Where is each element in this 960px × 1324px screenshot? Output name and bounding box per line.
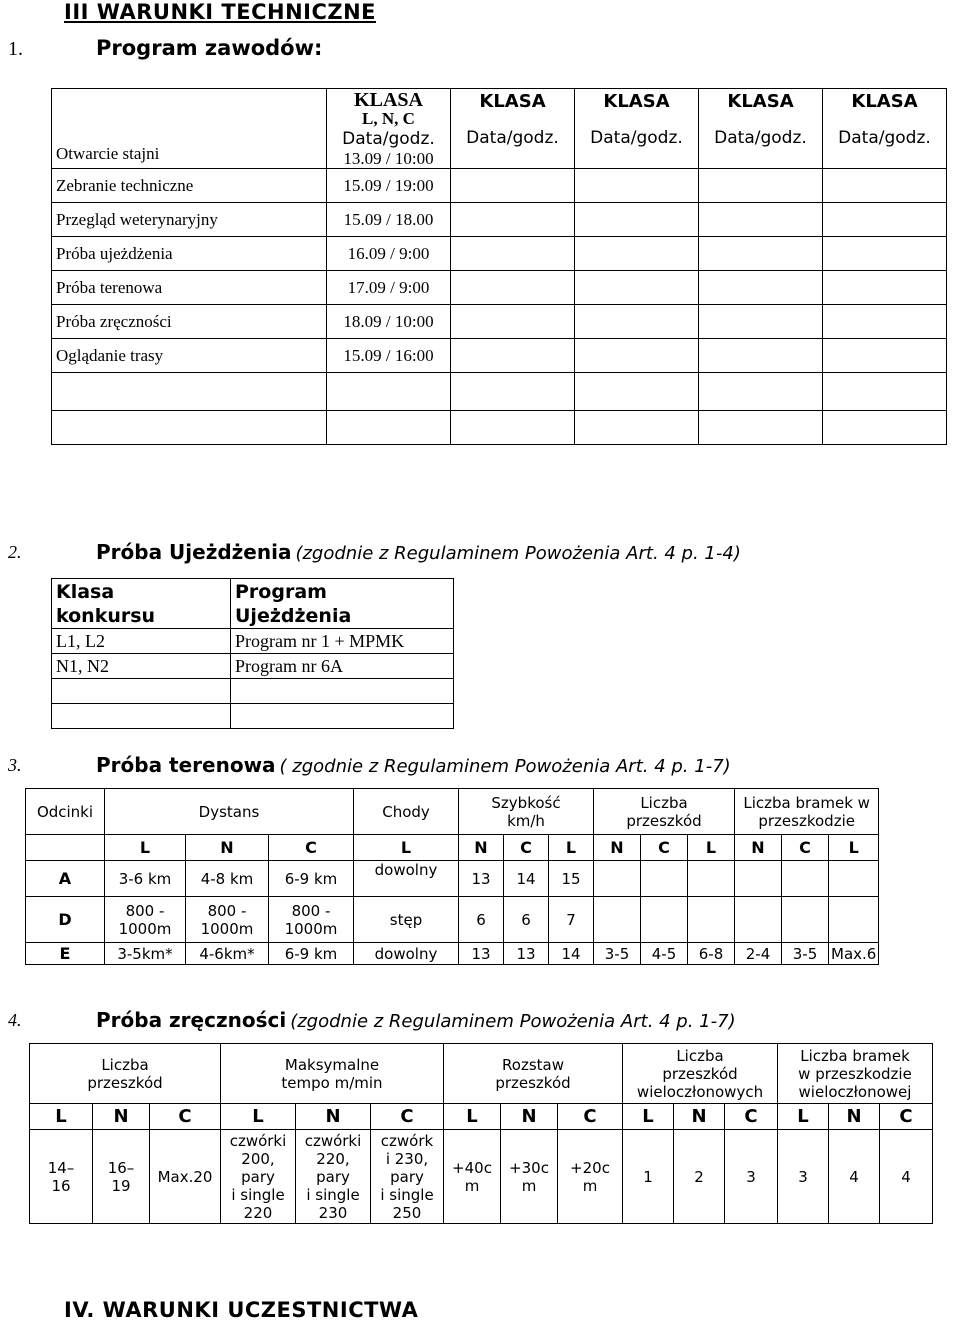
cell-text-line: 1000m bbox=[200, 919, 254, 938]
section2-number: 2. bbox=[8, 542, 22, 562]
table-cell: L bbox=[354, 835, 459, 861]
table-cell: 3-5 bbox=[782, 943, 829, 965]
table-cell: N bbox=[93, 1104, 150, 1130]
table-cell bbox=[296, 1130, 371, 1224]
table-cell: N bbox=[674, 1104, 725, 1130]
table-cell: 3-5 bbox=[594, 943, 641, 965]
table-cell bbox=[575, 373, 699, 411]
table-cell: C bbox=[371, 1104, 444, 1130]
table-cell bbox=[186, 897, 269, 943]
cell-text-line: 230 bbox=[318, 1203, 348, 1222]
table-cell: L bbox=[778, 1104, 829, 1130]
table-cell bbox=[269, 897, 354, 943]
table-cell: A bbox=[26, 861, 105, 897]
table-cell: 4 bbox=[829, 1130, 880, 1224]
table-cell bbox=[699, 203, 823, 237]
cell-text-line: Liczba bbox=[101, 1055, 149, 1074]
table-cell bbox=[575, 305, 699, 339]
dressage-header-klasa bbox=[52, 579, 231, 629]
table-cell bbox=[823, 237, 947, 271]
table-cell: dowolny bbox=[354, 943, 459, 965]
table-cell bbox=[823, 339, 947, 373]
table-cell: 6-9 km bbox=[269, 861, 354, 897]
cell-text-line: Liczba bbox=[640, 793, 688, 812]
row-d bbox=[26, 897, 879, 943]
cell-text-line: przeszkód bbox=[495, 1073, 571, 1092]
klasa-col-3 bbox=[575, 89, 699, 169]
main-heading: III WARUNKI TECHNICZNE bbox=[64, 0, 377, 24]
cell-text-line: przeszkodzie bbox=[758, 811, 855, 830]
dressage-klasa: N1, N2 bbox=[52, 654, 231, 679]
table-cell: 7 bbox=[549, 897, 594, 943]
cell-text-line: Program bbox=[235, 580, 327, 603]
table-cell bbox=[26, 835, 105, 861]
cell-text-line: 14– bbox=[47, 1158, 75, 1177]
section3-subtitle: ( zgodnie z Regulaminem Powożenia Art. 4 p. 1-7) bbox=[279, 756, 731, 777]
klasa-sub: L, N, C bbox=[362, 108, 415, 128]
cell-text-line: +30c bbox=[509, 1158, 549, 1177]
cell-text-line: Szybkość bbox=[491, 793, 561, 812]
table-row bbox=[26, 789, 879, 835]
program-row-label: Oglądanie trasy bbox=[52, 339, 327, 373]
program-row bbox=[52, 237, 947, 271]
table-cell bbox=[575, 411, 699, 445]
cell-text-line: przeszkód bbox=[87, 1073, 163, 1092]
table-row bbox=[52, 89, 947, 169]
table-cell: C bbox=[782, 835, 829, 861]
table-cell bbox=[823, 203, 947, 237]
table-cell: 3 bbox=[725, 1130, 778, 1224]
table-cell bbox=[823, 373, 947, 411]
table-cell bbox=[699, 271, 823, 305]
table-cell bbox=[231, 704, 454, 729]
cell-text-line: m bbox=[464, 1176, 480, 1195]
program-row bbox=[52, 339, 947, 373]
cell-text-line: Ujeżdżenia bbox=[235, 604, 352, 627]
table-cell: Max.20 bbox=[150, 1130, 221, 1224]
klasa-col-2 bbox=[451, 89, 575, 169]
table-cell bbox=[575, 339, 699, 373]
table-cell bbox=[699, 339, 823, 373]
section2-subtitle: (zgodnie z Regulaminem Powożenia Art. 4 p. 1-4) bbox=[295, 543, 741, 564]
table-cell: 1 bbox=[623, 1130, 674, 1224]
data-godz: Data/godz. bbox=[838, 128, 931, 148]
cell-text-line: m bbox=[521, 1176, 537, 1195]
table-cell: 2-4 bbox=[735, 943, 782, 965]
table-cell bbox=[52, 679, 231, 704]
table-cell: Max.6 bbox=[829, 943, 879, 965]
table-cell: C bbox=[269, 835, 354, 861]
cell-text-line: 800 - bbox=[125, 901, 165, 920]
header-dystans: Dystans bbox=[105, 789, 354, 835]
section-iv-heading: IV. WARUNKI UCZESTNICTWA bbox=[64, 1298, 419, 1322]
dressage-klasa: L1, L2 bbox=[52, 629, 231, 654]
cell-text-line: 220 bbox=[243, 1203, 273, 1222]
program-row bbox=[52, 203, 947, 237]
cell-text-line: Rozstaw bbox=[502, 1055, 564, 1074]
table-cell: C bbox=[150, 1104, 221, 1130]
section3-title: Próba terenowa bbox=[96, 753, 276, 777]
table-cell bbox=[735, 897, 782, 943]
cell-text-line: 800 - bbox=[207, 901, 247, 920]
table-cell: D bbox=[26, 897, 105, 943]
table-cell bbox=[231, 679, 454, 704]
klasa-col-4 bbox=[699, 89, 823, 169]
table-cell: C bbox=[504, 835, 549, 861]
table-cell: 3-6 km bbox=[105, 861, 186, 897]
row-e bbox=[26, 943, 879, 965]
table-cell: 6-9 km bbox=[269, 943, 354, 965]
cell-text-line: i 230, bbox=[385, 1149, 429, 1168]
cell-text-line: 16– bbox=[107, 1158, 135, 1177]
table-cell bbox=[699, 237, 823, 271]
section2-heading bbox=[96, 540, 741, 564]
cell-text-line: i single bbox=[306, 1185, 360, 1204]
program-row-value: 15.09 / 16:00 bbox=[327, 339, 451, 373]
header-rozstaw bbox=[444, 1044, 623, 1104]
table-cell: L bbox=[30, 1104, 93, 1130]
table-cell bbox=[30, 1130, 93, 1224]
header-liczba bbox=[30, 1044, 221, 1104]
table-cell bbox=[594, 897, 641, 943]
section4-number: 4. bbox=[8, 1010, 22, 1030]
header-bramek bbox=[735, 789, 879, 835]
cell-text-line: tempo m/min bbox=[281, 1073, 383, 1092]
cell-text-line: i single bbox=[231, 1185, 285, 1204]
table-cell bbox=[782, 861, 829, 897]
table-cell bbox=[371, 1130, 444, 1224]
table-cell: C bbox=[880, 1104, 933, 1130]
table-cell: 4 bbox=[880, 1130, 933, 1224]
table-cell: 3-5km* bbox=[105, 943, 186, 965]
lnc-row bbox=[26, 835, 879, 861]
table-cell bbox=[575, 237, 699, 271]
program-row-value: 18.09 / 10:00 bbox=[327, 305, 451, 339]
header-szybkosc bbox=[459, 789, 594, 835]
header-liczba bbox=[594, 789, 735, 835]
table-cell bbox=[688, 861, 735, 897]
klasa-heading: KLASA bbox=[354, 88, 423, 111]
dressage-row bbox=[52, 654, 454, 679]
cell-text-line: przeszkód bbox=[662, 1064, 738, 1083]
cell-text-line: wieloczłonowej bbox=[798, 1082, 912, 1101]
table-cell bbox=[501, 1130, 558, 1224]
table-cell bbox=[451, 305, 575, 339]
program-row-label: Zebranie techniczne bbox=[52, 169, 327, 203]
table-cell bbox=[105, 897, 186, 943]
table-cell: L bbox=[221, 1104, 296, 1130]
table-cell: N bbox=[296, 1104, 371, 1130]
cell-text-line: Liczba bramek bbox=[800, 1046, 910, 1065]
table-cell: C bbox=[558, 1104, 623, 1130]
table-row bbox=[52, 579, 454, 629]
cell-text-line: Liczba bbox=[676, 1046, 724, 1065]
cell-text-line: pary bbox=[390, 1167, 424, 1186]
cell-text-line: +20c bbox=[570, 1158, 610, 1177]
cross-country-table bbox=[25, 788, 879, 965]
data-godz: Data/godz. bbox=[466, 128, 559, 148]
cell-text-line: m bbox=[582, 1176, 598, 1195]
table-cell bbox=[641, 861, 688, 897]
table-cell bbox=[575, 271, 699, 305]
table-cell: 14 bbox=[504, 861, 549, 897]
header-tempo bbox=[221, 1044, 444, 1104]
header-odcinki: Odcinki bbox=[26, 789, 105, 835]
dressage-program: Program nr 6A bbox=[231, 654, 454, 679]
program-row-label: Próba zręczności bbox=[52, 305, 327, 339]
section1-title: Program zawodów: bbox=[96, 36, 323, 60]
section2-title: Próba Ujeżdżenia bbox=[96, 540, 292, 564]
section3-number: 3. bbox=[8, 755, 22, 775]
cell-text-line: czwórki bbox=[229, 1131, 287, 1150]
program-row bbox=[52, 271, 947, 305]
table-cell: 6 bbox=[459, 897, 504, 943]
table-cell: 4-5 bbox=[641, 943, 688, 965]
table-cell bbox=[451, 373, 575, 411]
section3-heading bbox=[96, 753, 731, 777]
table-cell bbox=[829, 861, 879, 897]
cell-text-line: pary bbox=[241, 1167, 275, 1186]
empty-row bbox=[52, 679, 454, 704]
table-cell: N bbox=[186, 835, 269, 861]
section1-number: 1. bbox=[8, 38, 23, 60]
table-cell bbox=[451, 339, 575, 373]
program-table bbox=[51, 88, 947, 445]
section4-subtitle: (zgodnie z Regulaminem Powożenia Art. 4 p. 1-7) bbox=[290, 1011, 736, 1032]
table-cell: 13 bbox=[459, 943, 504, 965]
dressage-header-program bbox=[231, 579, 454, 629]
table-cell bbox=[558, 1130, 623, 1224]
table-cell bbox=[699, 169, 823, 203]
cell-text-line: 16 bbox=[51, 1176, 71, 1195]
table-cell bbox=[221, 1130, 296, 1224]
table-cell: C bbox=[641, 835, 688, 861]
cell-text-line: w przeszkodzie bbox=[798, 1064, 912, 1083]
table-cell bbox=[327, 373, 451, 411]
table-cell bbox=[699, 373, 823, 411]
table-cell: L bbox=[549, 835, 594, 861]
table-cell: L bbox=[105, 835, 186, 861]
program-row-label: Przegląd weterynaryjny bbox=[52, 203, 327, 237]
table-cell: 15 bbox=[549, 861, 594, 897]
table-cell bbox=[327, 411, 451, 445]
table-cell bbox=[823, 305, 947, 339]
klasa-heading: KLASA bbox=[727, 91, 794, 112]
program-row-label: Próba ujeżdżenia bbox=[52, 237, 327, 271]
table-cell: stęp bbox=[354, 897, 459, 943]
table-cell bbox=[52, 411, 327, 445]
empty-row bbox=[52, 411, 947, 445]
cell-text-line: 250 bbox=[392, 1203, 422, 1222]
table-row bbox=[30, 1044, 933, 1104]
table-cell bbox=[641, 897, 688, 943]
program-row-label: Otwarcie stajni bbox=[52, 89, 327, 169]
klasa-heading: KLASA bbox=[479, 91, 546, 112]
data-godz: Data/godz. bbox=[590, 128, 683, 148]
program-row-value: 17.09 / 9:00 bbox=[327, 271, 451, 305]
dressage-table bbox=[51, 578, 454, 729]
cell-text-line: 200, bbox=[241, 1149, 275, 1168]
cell-text-line: 1000m bbox=[118, 919, 172, 938]
table-cell bbox=[451, 411, 575, 445]
table-cell bbox=[782, 897, 829, 943]
table-cell bbox=[444, 1130, 501, 1224]
klasa-heading: KLASA bbox=[603, 91, 670, 112]
cell-text-line: konkursu bbox=[56, 604, 156, 627]
cell-text-line: km/h bbox=[507, 811, 545, 830]
table-cell: L bbox=[829, 835, 879, 861]
table-cell bbox=[575, 169, 699, 203]
klasa-col-1 bbox=[327, 89, 451, 169]
lnc-row bbox=[30, 1104, 933, 1130]
table-cell bbox=[594, 861, 641, 897]
data-godz: Data/godz. bbox=[714, 128, 807, 148]
cell-text-line: wieloczłonowych bbox=[636, 1082, 764, 1101]
cell-text-line: Liczba bramek w bbox=[743, 793, 870, 812]
table-cell bbox=[451, 203, 575, 237]
table-cell: N bbox=[501, 1104, 558, 1130]
cell-text-line: i single bbox=[380, 1185, 434, 1204]
cell-text-line: Klasa bbox=[56, 580, 115, 603]
section4-title: Próba zręczności bbox=[96, 1008, 287, 1032]
klasa-heading: KLASA bbox=[851, 91, 918, 112]
cell-text-line: czwórk bbox=[380, 1131, 434, 1150]
table-cell: L bbox=[444, 1104, 501, 1130]
table-cell: 4-8 km bbox=[186, 861, 269, 897]
header-chody: Chody bbox=[354, 789, 459, 835]
table-cell: dowolny bbox=[354, 861, 459, 897]
driving-values-row bbox=[30, 1130, 933, 1224]
table-cell: 4-6km* bbox=[186, 943, 269, 965]
cell-text-line: 800 - bbox=[291, 901, 331, 920]
program-row bbox=[52, 169, 947, 203]
dressage-row bbox=[52, 629, 454, 654]
table-cell: N bbox=[459, 835, 504, 861]
klasa-col-5 bbox=[823, 89, 947, 169]
row-a bbox=[26, 861, 879, 897]
table-cell bbox=[699, 305, 823, 339]
table-cell bbox=[823, 271, 947, 305]
table-cell: L bbox=[623, 1104, 674, 1130]
table-cell: 13 bbox=[504, 943, 549, 965]
empty-row bbox=[52, 373, 947, 411]
table-cell: 3 bbox=[778, 1130, 829, 1224]
table-cell bbox=[735, 861, 782, 897]
section4-heading bbox=[96, 1008, 736, 1032]
program-row-label: Próba terenowa bbox=[52, 271, 327, 305]
table-cell bbox=[451, 271, 575, 305]
table-cell: N bbox=[594, 835, 641, 861]
header-wieloczlonowych bbox=[623, 1044, 778, 1104]
table-cell bbox=[575, 203, 699, 237]
table-cell bbox=[52, 373, 327, 411]
table-cell: 14 bbox=[549, 943, 594, 965]
cell-text-line: pary bbox=[316, 1167, 350, 1186]
program-row-value: 15.09 / 19:00 bbox=[327, 169, 451, 203]
table-cell bbox=[52, 704, 231, 729]
program-row-value: 16.09 / 9:00 bbox=[327, 237, 451, 271]
table-cell: L bbox=[688, 835, 735, 861]
driving-table bbox=[29, 1043, 933, 1224]
cell-text-line: 19 bbox=[111, 1176, 131, 1195]
cell-text-line: 220, bbox=[316, 1149, 350, 1168]
cell-text-line: czwórki bbox=[304, 1131, 362, 1150]
header-bramek bbox=[778, 1044, 933, 1104]
table-cell: 6 bbox=[504, 897, 549, 943]
cell-text-line: przeszkód bbox=[626, 811, 702, 830]
program-row-value: 15.09 / 18.00 bbox=[327, 203, 451, 237]
table-cell bbox=[688, 897, 735, 943]
program-row bbox=[52, 305, 947, 339]
table-cell: 2 bbox=[674, 1130, 725, 1224]
table-cell bbox=[93, 1130, 150, 1224]
table-cell: N bbox=[829, 1104, 880, 1130]
table-cell: N bbox=[735, 835, 782, 861]
table-cell bbox=[699, 411, 823, 445]
table-cell bbox=[823, 169, 947, 203]
cell-text-line: +40c bbox=[452, 1158, 492, 1177]
cell-text-line: Maksymalne bbox=[284, 1055, 380, 1074]
cell-text-line: 1000m bbox=[284, 919, 338, 938]
program-row-value: 13.09 / 10:00 bbox=[343, 148, 434, 168]
table-cell bbox=[451, 237, 575, 271]
data-godz: Data/godz. bbox=[342, 128, 435, 149]
table-cell: E bbox=[26, 943, 105, 965]
dressage-program: Program nr 1 + MPMK bbox=[231, 629, 454, 654]
table-cell: 13 bbox=[459, 861, 504, 897]
empty-row bbox=[52, 704, 454, 729]
table-cell bbox=[823, 411, 947, 445]
table-cell bbox=[451, 169, 575, 203]
table-cell: C bbox=[725, 1104, 778, 1130]
table-cell: 6-8 bbox=[688, 943, 735, 965]
table-cell bbox=[829, 897, 879, 943]
